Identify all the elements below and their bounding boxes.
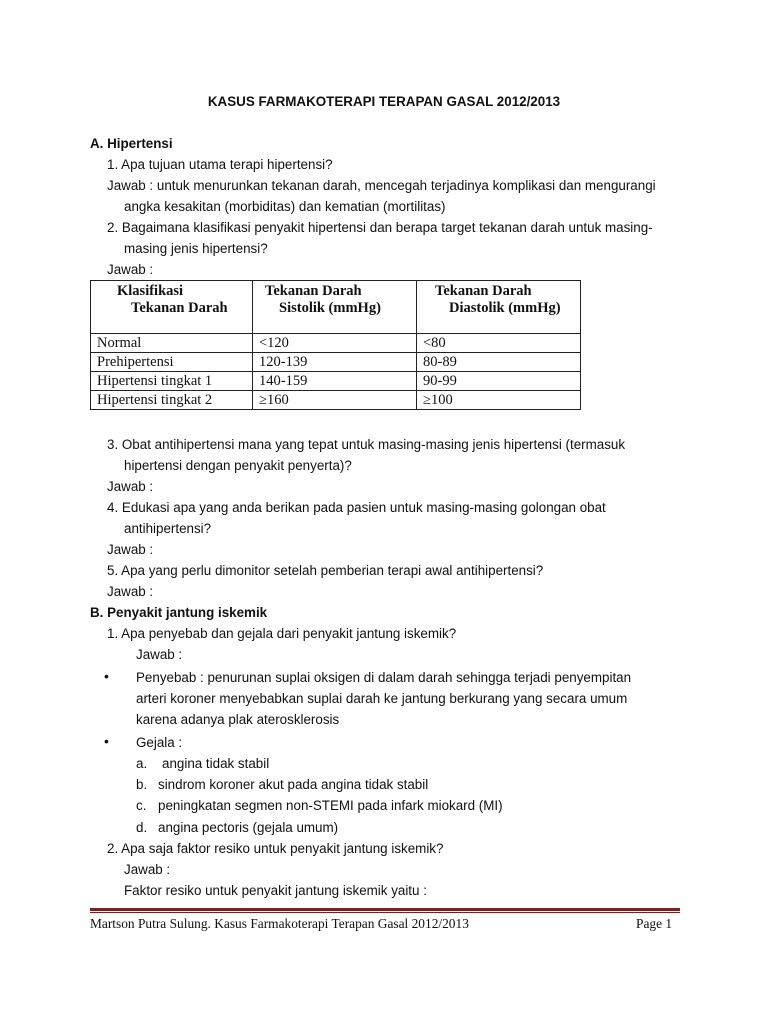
header-line: Tekanan Darah [265, 283, 362, 299]
table-cell: Hipertensi tingkat 1 [91, 372, 253, 391]
question-a4-line1: 4. Edukasi apa yang anda berikan pada pasien untuk masing-masing golongan obat [107, 500, 606, 515]
question-a3-line1: 3. Obat antihipertensi mana yang tepat untuk masing-masing jenis hipertensi (termasuk [107, 437, 626, 452]
gejala-item-b: sindrom koroner akut pada angina tidak stabil [158, 777, 429, 792]
table-row [91, 334, 581, 353]
penyebab-line2: arteri koroner menyebabkan suplai darah ke jantung berkurang yang secara umum [136, 691, 628, 706]
gejala-marker-b: b. [136, 777, 148, 792]
section-a-heading: A. Hipertensi [90, 136, 173, 151]
header-line: Tekanan Darah [435, 283, 532, 299]
table-cell: 120-139 [253, 353, 417, 372]
table-cell: 90-99 [417, 372, 581, 391]
table-cell: <80 [417, 334, 581, 353]
table-header-cell [91, 281, 253, 334]
gejala-marker-c: c. [136, 798, 147, 813]
question-a2-line1: 2. Bagaimana klasifikasi penyakit hipertensi dan berapa target tekanan darah untuk masing- [107, 220, 653, 235]
answer-a4-label: Jawab : [107, 542, 154, 557]
footer-author: Martson Putra Sulung. Kasus Farmakoterapi Terapan Gasal 2012/2013 [90, 916, 469, 931]
footer-page-number: Page 1 [636, 916, 673, 931]
table-cell: Hipertensi tingkat 2 [91, 391, 253, 410]
question-a5: 5. Apa yang perlu dimonitor setelah pemberian terapi awal antihipertensi? [107, 563, 544, 578]
header-line: Klasifikasi [117, 283, 184, 299]
gejala-item-c: peningkatan segmen non-STEMI pada infark miokard (MI) [158, 798, 503, 813]
table-cell: <120 [253, 334, 417, 353]
question-b2: 2. Apa saja faktor resiko untuk penyakit jantung iskemik? [107, 841, 444, 856]
table-row [91, 353, 581, 372]
gejala-label: Gejala : [136, 735, 183, 750]
answer-a2-label: Jawab : [107, 262, 154, 277]
header-line: Sistolik (mmHg) [279, 300, 381, 316]
page-title: KASUS FARMAKOTERAPI TERAPAN GASAL 2012/2013 [207, 94, 561, 109]
answer-a1-line2: angka kesakitan (morbiditas) dan kematian (mortilitas) [124, 199, 446, 214]
footer-divider-thin [90, 912, 680, 913]
answer-a1-line1: Jawab : untuk menurunkan tekanan darah, mencegah terjadinya komplikasi dan mengurangi [107, 178, 656, 193]
table-cell: 140-159 [253, 372, 417, 391]
question-a1: 1. Apa tujuan utama terapi hipertensi? [107, 157, 333, 172]
bullet-gejala: • [104, 733, 109, 749]
question-a2-line2: masing jenis hipertensi? [124, 241, 268, 256]
question-a3-line2: hipertensi dengan penyakit penyerta)? [124, 458, 352, 473]
table-header-row [91, 281, 581, 334]
section-b-heading: B. Penyakit jantung iskemik [90, 605, 268, 620]
answer-a3-label: Jawab : [107, 479, 154, 494]
table-header-cell [417, 281, 581, 334]
answer-b2-text: Faktor resiko untuk penyakit jantung iskemik yaitu : [124, 883, 427, 898]
gejala-marker-a: a. [136, 756, 148, 771]
table-cell: ≥100 [417, 391, 581, 410]
table-row [91, 391, 581, 410]
table-header-cell [253, 281, 417, 334]
question-a4-line2: antihipertensi? [124, 521, 212, 536]
table-row [91, 372, 581, 391]
answer-a5-label: Jawab : [107, 584, 154, 599]
question-b1: 1. Apa penyebab dan gejala dari penyakit jantung iskemik? [107, 626, 457, 641]
table-cell: Prehipertensi [91, 353, 253, 372]
penyebab-line3: karena adanya plak aterosklerosis [136, 712, 340, 727]
penyebab-line1: Penyebab : penurunan suplai oksigen di dalam darah sehingga terjadi penyempitan [136, 670, 632, 685]
answer-b2-label: Jawab : [124, 862, 171, 877]
header-line: Tekanan Darah [131, 300, 228, 316]
bullet-penyebab: • [104, 668, 109, 684]
table-cell: ≥160 [253, 391, 417, 410]
header-line: Diastolik (mmHg) [449, 300, 561, 316]
gejala-marker-d: d. [136, 820, 148, 835]
table-cell: 80-89 [417, 353, 581, 372]
gejala-item-d: angina pectoris (gejala umum) [158, 820, 339, 835]
table-cell: Normal [91, 334, 253, 353]
answer-b1-label: Jawab : [136, 647, 183, 662]
footer-divider [90, 908, 680, 911]
blood-pressure-table [90, 280, 581, 410]
gejala-item-a: angina tidak stabil [162, 756, 270, 771]
